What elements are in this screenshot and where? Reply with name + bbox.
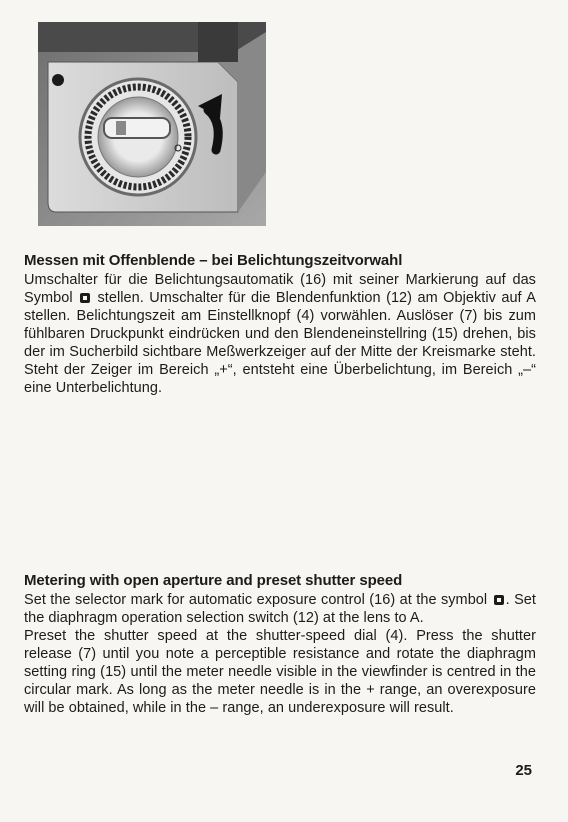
english-paragraph-2: Preset the shutter speed at the shutter-speed dial (4). Press the shutter release (7) until you note a perceptible resistance and rotate the diaphragm setting ring (15) until the meter needle visible in the viewfinder is centred in the circular mark. As long as the meter needle is in the + range, an overexposure will be obtained, while in the – range, an underexposure will result.	[24, 628, 536, 716]
english-paragraph-1	[24, 591, 536, 627]
page-number: 25	[515, 762, 532, 779]
aperture-symbol-icon	[80, 293, 90, 303]
german-section	[24, 251, 536, 397]
german-paragraph	[24, 271, 536, 397]
german-text-part1: Umschalter für die Belichtungsautomatik (16) mit seiner Markierung auf das Symbol	[24, 272, 536, 306]
german-heading: Messen mit Offenblende – bei Belichtungszeitvorwahl	[24, 252, 403, 269]
english-section	[24, 571, 536, 717]
english-text-part1a: Set the selector mark for automatic exposure control (16) at the symbol	[24, 592, 488, 608]
english-heading: Metering with open aperture and preset shutter speed	[24, 572, 403, 589]
aperture-symbol-icon	[494, 595, 504, 605]
german-text-part2: stellen. Umschalter für die Blendenfunktion (12) am Objektiv auf A stellen. Belichtungszeit am Einstellknopf (4) vorwählen. Auslöser (7) bis zum fühlbaren Druckpunkt eindrücken und den Blendeneinstellring (15) drehen, bis der im Sucherbild sichtbare Meßwerkzeiger auf der Mitte der Kreismarke steht. Steht der Zeiger im Bereich „+“, entsteht eine Überbelichtung, im Bereich „–“ eine Unterbelichtung.	[24, 290, 536, 396]
camera-photo	[38, 22, 266, 226]
english-text-part1b: . Set the diaphragm operation selection switch (12) at the lens to A.	[24, 592, 536, 626]
camera-illustration	[38, 22, 266, 226]
